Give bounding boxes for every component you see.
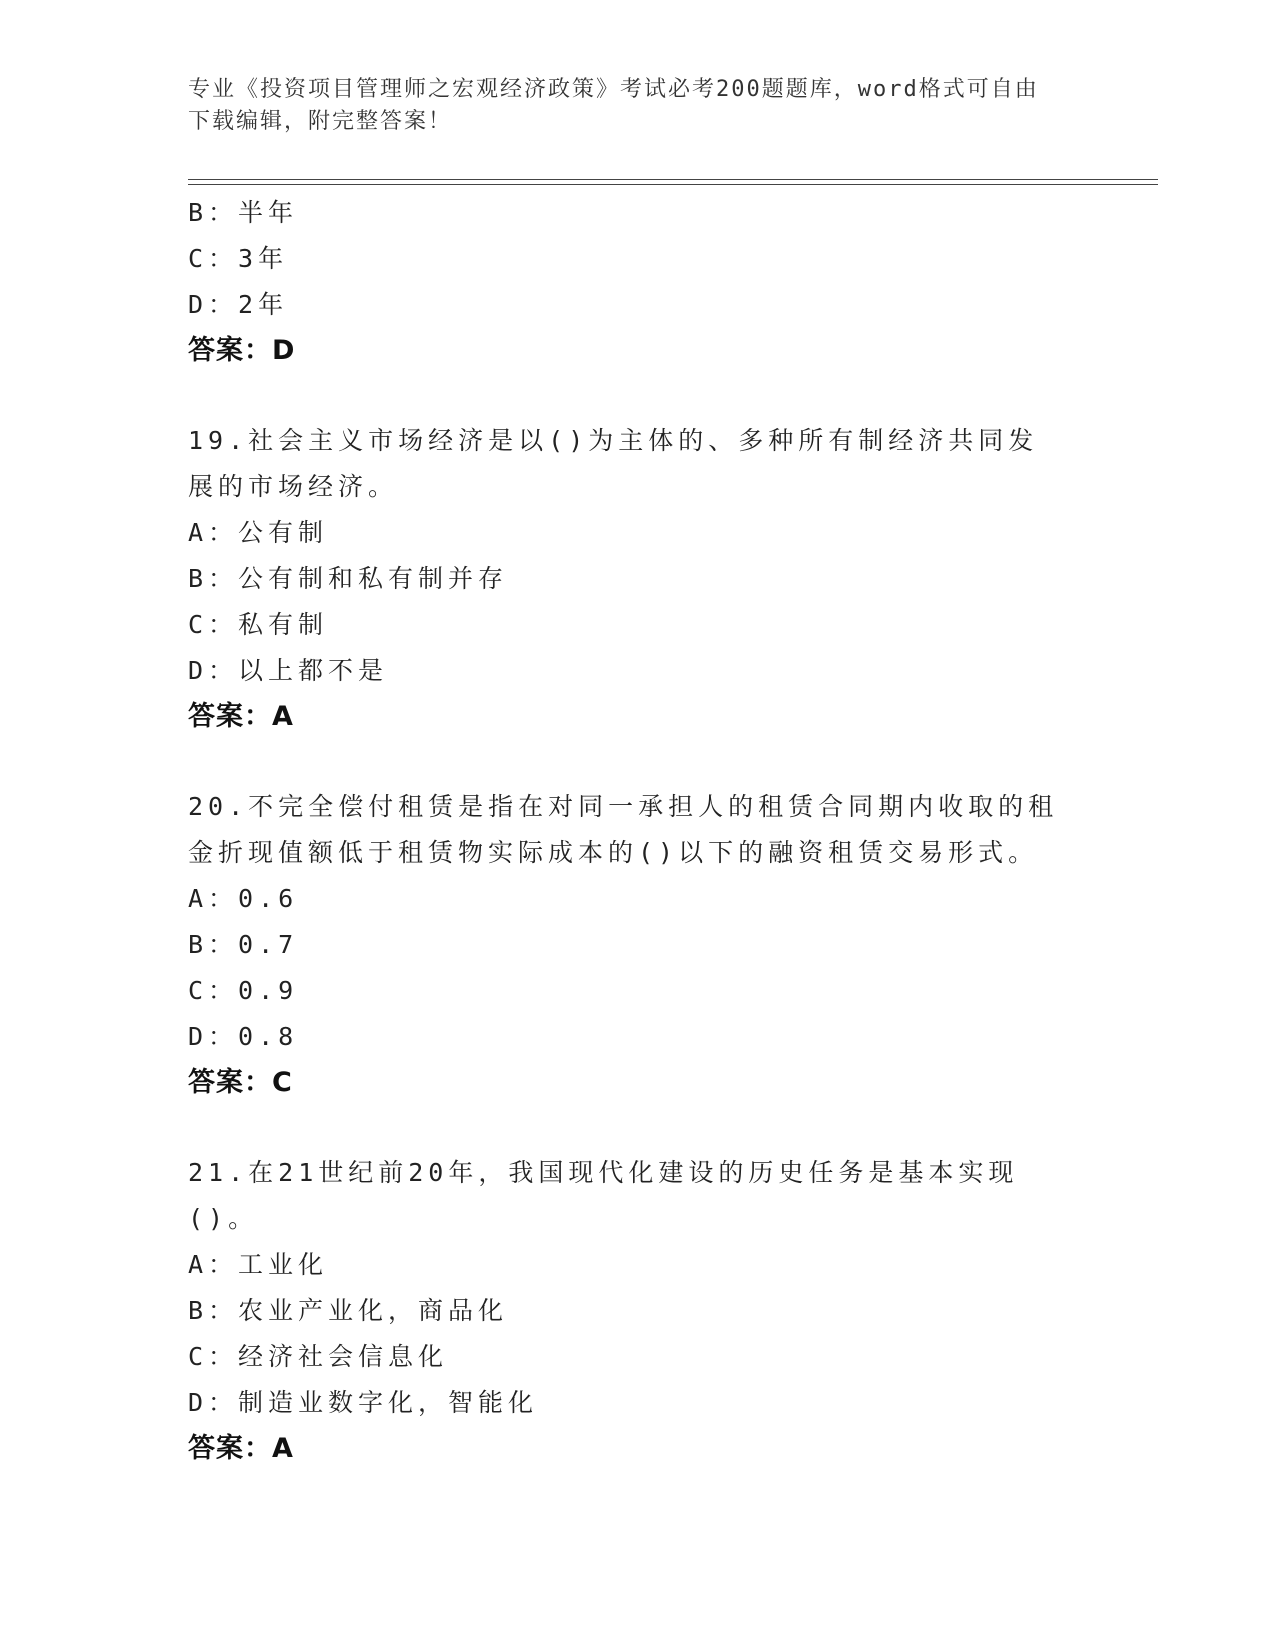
answer-line: 答案：A (188, 1433, 294, 1464)
option-c: C：私有制 (188, 610, 329, 639)
header-line-2: 下载编辑，附完整答案！ (188, 109, 453, 134)
option-b: B：农业产业化，商品化 (188, 1296, 509, 1325)
question-list (188, 190, 1088, 1472)
answer-line: 答案：A (188, 701, 294, 732)
option-d: D：2年 (188, 290, 289, 319)
option-a: A：公有制 (188, 518, 329, 547)
question-block-previous (188, 190, 1088, 374)
option-a: A：工业化 (188, 1250, 329, 1279)
answer-line: 答案：D (188, 335, 296, 366)
option-c: C：经济社会信息化 (188, 1342, 449, 1371)
document-header (188, 74, 1088, 138)
option-b: B：0.7 (188, 930, 299, 959)
question-block-21 (188, 1150, 1088, 1472)
option-d: D：制造业数字化，智能化 (188, 1388, 539, 1417)
answer-line: 答案：C (188, 1067, 293, 1098)
header-divider-bottom (188, 184, 1158, 185)
header-line-1: 专业《投资项目管理师之宏观经济政策》考试必考200题题库，word格式可自由 (188, 77, 1039, 102)
option-c: C：3年 (188, 244, 289, 273)
question-block-20 (188, 784, 1088, 1106)
option-b: B：半年 (188, 198, 299, 227)
header-divider-top (188, 179, 1158, 180)
option-d: D：0.8 (188, 1022, 299, 1051)
question-stem: 19.社会主义市场经济是以()为主体的、多种所有制经济共同发展的市场经济。 (188, 426, 1039, 501)
question-stem: 20.不完全偿付租赁是指在对同一承担人的租赁合同期内收取的租金折现值额低于租赁物实际成本的()以下的融资租赁交易形式。 (188, 792, 1059, 867)
option-a: A：0.6 (188, 884, 299, 913)
question-stem: 21.在21世纪前20年，我国现代化建设的历史任务是基本实现()。 (188, 1158, 1019, 1233)
option-b: B：公有制和私有制并存 (188, 564, 509, 593)
question-block-19 (188, 418, 1088, 740)
option-c: C：0.9 (188, 976, 299, 1005)
option-d: D：以上都不是 (188, 656, 389, 685)
